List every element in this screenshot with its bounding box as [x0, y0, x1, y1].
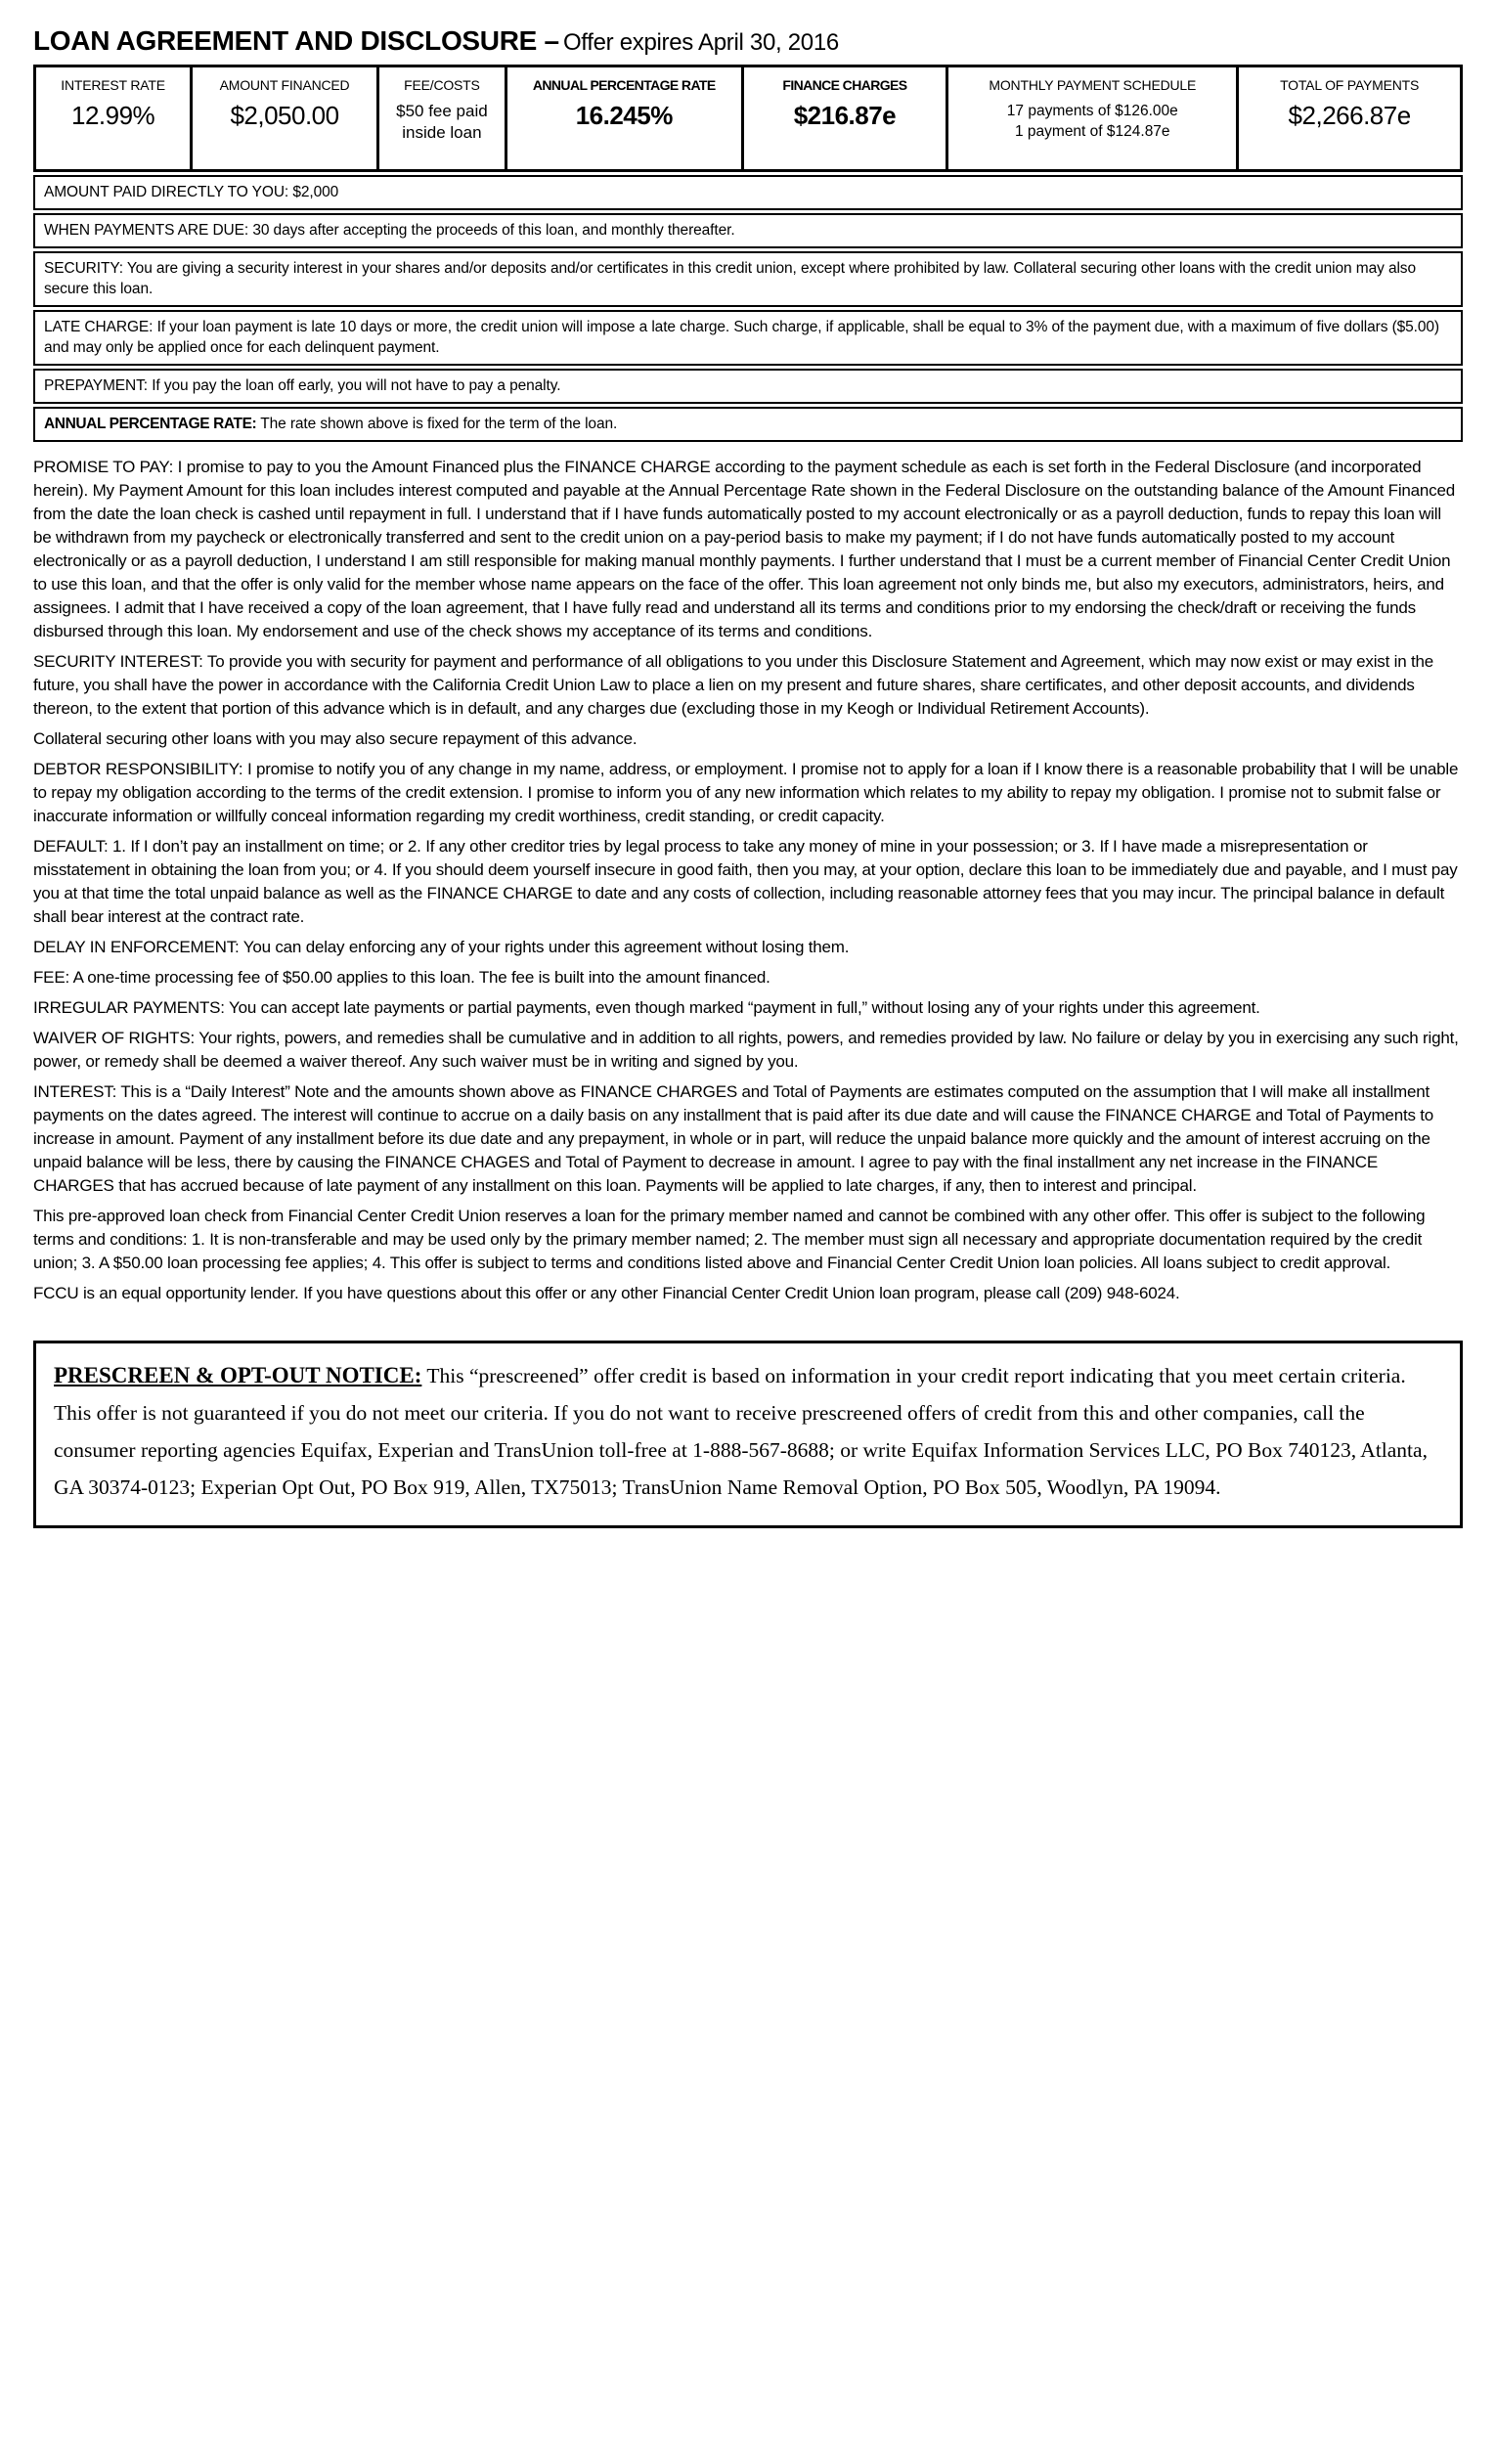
col-value-line1: $50 fee paid	[396, 102, 488, 120]
row-text: If your loan payment is late 10 days or more, the credit union will impose a late charge. Such charge, if applicable, shall be equal to 3% of the payment due, with a maximum of five dollars ($5.00) and may only be applied once for each delinquent payment.	[44, 319, 1439, 356]
row-when-payments-due	[33, 213, 1463, 248]
page-title	[33, 25, 1463, 57]
row-security	[33, 251, 1463, 307]
tila-col-fee-costs	[379, 67, 507, 169]
paragraph-promise-to-pay: PROMISE TO PAY: I promise to pay to you the Amount Financed plus the FINANCE CHARGE according to the payment schedule as each is set forth in the Federal Disclosure (and incorporated herein). My Payment Amount for this loan includes interest computed and payable at the Annual Percentage Rate shown in the Federal Disclosure on the outstanding balance of the Amount Financed from the date the loan check is cashed until repayment in full. I understand that if I have funds automatically posted to my account electronically or as a payroll deduction, funds to repay this loan will be withdrawn from my paycheck or electronically transferred and sent to the credit union on a pay-period basis to make my payment; if I do not have funds automatically posted to my account electronically or as a payroll deduction, I understand I am still responsible for making manual monthly payments. I further understand that I must be a current member of Financial Center Credit Union to use this loan, and that the offer is only valid for the member whose name appears on the face of the offer. This loan agreement not only binds me, but also my executors, administrators, heirs, and assignees. I admit that I have received a copy of the loan agreement, that I have fully read and understand all its terms and conditions prior to my endorsing the check/draft or receiving the funds disbursed through this loan. My endorsement and use of the check shows my acceptance of its terms and conditions.	[33, 458, 1455, 640]
tila-col-payment-schedule	[948, 67, 1239, 169]
col-header: TOTAL OF PAYMENTS	[1280, 77, 1420, 93]
tila-col-total-of-payments	[1239, 67, 1460, 169]
tila-col-apr	[507, 67, 744, 169]
row-apr-fixed	[33, 407, 1463, 442]
tila-disclosure-table	[33, 65, 1463, 172]
col-value-line1: 17 payments of $126.00e	[1006, 103, 1178, 119]
row-label: PREPAYMENT:	[44, 377, 148, 394]
agreement-body	[33, 456, 1463, 1305]
paragraph-fee: FEE: A one-time processing fee of $50.00 applies to this loan. The fee is built into the amount financed.	[33, 968, 770, 987]
prescreen-text: This “prescreened” offer credit is based on information in your credit report indicating that you meet certain criteria. This offer is not guaranteed if you do not meet our criteria. If you do not want to receive prescreened offers of credit from this and other companies, call the consumer reporting agencies Equifax, Experian and TransUnion toll-free at 1-888-567-8688; or write Equifax Information Services LLC, PO Box 740123, Atlanta, GA 30374-0123; Experian Opt Out, PO Box 919, Allen, TX75013; TransUnion Name Removal Option, PO Box 505, Woodlyn, PA 19094.	[54, 1364, 1428, 1499]
paragraph-preapproved-terms: This pre-approved loan check from Financial Center Credit Union reserves a loan for the primary member named and cannot be combined with any other offer. This offer is subject to the following terms and conditions: 1. It is non-transferable and may be used only by the primary member named; 2. The member must sign all necessary and appropriate documentation required by the credit union; 3. A $50.00 loan processing fee applies; 4. This offer is subject to terms and conditions listed above and Financial Center Credit Union loan policies. All loans subject to credit approval.	[33, 1207, 1426, 1272]
col-header: FINANCE CHARGES	[782, 77, 907, 93]
col-value: 16.245%	[575, 101, 673, 130]
col-value: $2,050.00	[230, 101, 339, 130]
row-label: WHEN PAYMENTS ARE DUE:	[44, 222, 249, 239]
col-value-line2: inside loan	[402, 123, 482, 142]
col-header: INTEREST RATE	[61, 77, 165, 93]
row-amount-paid-directly	[33, 175, 1463, 210]
row-label: SECURITY:	[44, 260, 123, 277]
row-text: $2,000	[292, 184, 339, 200]
col-header: AMOUNT FINANCED	[219, 77, 350, 93]
row-text: 30 days after accepting the proceeds of this loan, and monthly thereafter.	[252, 222, 735, 239]
paragraph-default: DEFAULT: 1. If I don’t pay an installment on time; or 2. If any other creditor tries by legal process to take any money of mine in your possession; or 3. If I have made a misrepresentation or misstatement in obtaining the loan from you; or 4. If you should deem yourself insecure in good faith, then you may, at your option, declare this loan to be immediately due and payable, and I must pay you at that time the total unpaid balance as well as the FINANCE CHARGE to date and any costs of collection, including reasonable attorney fees that you may incur. The principal balance in default shall bear interest at the contract rate.	[33, 837, 1458, 926]
col-value-line2: 1 payment of $124.87e	[1014, 123, 1170, 140]
paragraph-equal-opportunity: FCCU is an equal opportunity lender. If you have questions about this offer or any other Financial Center Credit Union loan program, please call (209) 948-6024.	[33, 1284, 1180, 1302]
col-header: FEE/COSTS	[404, 77, 480, 93]
paragraph-irregular-payments: IRREGULAR PAYMENTS: You can accept late payments or partial payments, even though marked “payment in full,” without losing any of your rights under this agreement.	[33, 998, 1260, 1017]
col-value: 12.99%	[70, 101, 155, 130]
col-header: ANNUAL PERCENTAGE RATE	[532, 77, 716, 93]
paragraph-delay-in-enforcement: DELAY IN ENFORCEMENT: You can delay enforcing any of your rights under this agreement without losing them.	[33, 938, 850, 956]
row-text: The rate shown above is fixed for the term of the loan.	[260, 416, 618, 432]
paragraph-interest: INTEREST: This is a “Daily Interest” Note and the amounts shown above as FINANCE CHARGES and Total of Payments are estimates computed on the assumption that I will make all installment payments on the dates agreed. The interest will continue to accrue on a daily basis on any installment that is paid after its due date and will cause the FINANCE CHARGE and Total of Payments to increase in amount. Payment of any installment before its due date and any prepayment, in whole or in part, will reduce the unpaid balance more quickly and the amount of interest accruing on the unpaid balance will be less, there by causing the FINANCE CHAGES and Total of Payment to decrease in amount. I agree to pay with the final installment any net increase in the FINANCE CHARGES that has accrued because of late payment of any installment on this loan. Payments will be applied to late charges, if any, then to interest and principal.	[33, 1082, 1434, 1195]
row-text: If you pay the loan off early, you will not have to pay a penalty.	[152, 377, 561, 394]
row-late-charge	[33, 310, 1463, 366]
prescreen-label: PRESCREEN & OPT-OUT NOTICE:	[54, 1363, 422, 1387]
row-label: LATE CHARGE:	[44, 319, 154, 335]
row-label: AMOUNT PAID DIRECTLY TO YOU:	[44, 184, 289, 200]
offer-expiry: Offer expires April 30, 2016	[562, 29, 839, 56]
paragraph-waiver-of-rights: WAIVER OF RIGHTS: Your rights, powers, and remedies shall be cumulative and in addition to all rights, powers, and remedies provided by law. No failure or delay by you in exercising any such right, power, or remedy shall be deemed a waiver thereof. Any such waiver must be in writing and signed by you.	[33, 1029, 1459, 1071]
row-text: You are giving a security interest in your shares and/or deposits and/or certificates in this credit union, except where prohibited by law. Collateral securing other loans with the credit union may also secure this loan.	[44, 260, 1416, 297]
paragraph-security-interest: SECURITY INTEREST: To provide you with security for payment and performance of all obligations to you under this Disclosure Statement and Agreement, which may now exist or may exist in the future, you shall have the power in accordance with the California Credit Union Law to place a lien on my present and future shares, share certificates, and other deposit accounts, and dividends thereon, to the extent that portion of this advance which is in default, and any charges due (excluding those in my Keogh or Individual Retirement Accounts).	[33, 652, 1434, 718]
tila-col-interest-rate	[36, 67, 193, 169]
title-main: LOAN AGREEMENT AND DISCLOSURE –	[33, 25, 559, 56]
col-value: $216.87e	[793, 101, 897, 130]
paragraph-debtor-responsibility: DEBTOR RESPONSIBILITY: I promise to notify you of any change in my name, address, or employment. I promise not to apply for a loan if I know there is a reasonable probability that I will be unable to repay my obligation according to the terms of the credit extension. I promise to inform you of any new information which relates to my ability to repay my obligation. I promise not to submit false or inaccurate information or willfully conceal information regarding my credit worthiness, credit standing, or credit capacity.	[33, 760, 1459, 825]
prescreen-optout-notice	[33, 1341, 1463, 1528]
paragraph-collateral: Collateral securing other loans with you may also secure repayment of this advance.	[33, 729, 638, 748]
tila-col-amount-financed	[193, 67, 379, 169]
row-label: ANNUAL PERCENTAGE RATE:	[44, 416, 257, 432]
col-value: $2,266.87e	[1288, 101, 1411, 130]
col-header: MONTHLY PAYMENT SCHEDULE	[989, 77, 1197, 93]
tila-col-finance-charges	[744, 67, 949, 169]
row-prepayment	[33, 369, 1463, 404]
